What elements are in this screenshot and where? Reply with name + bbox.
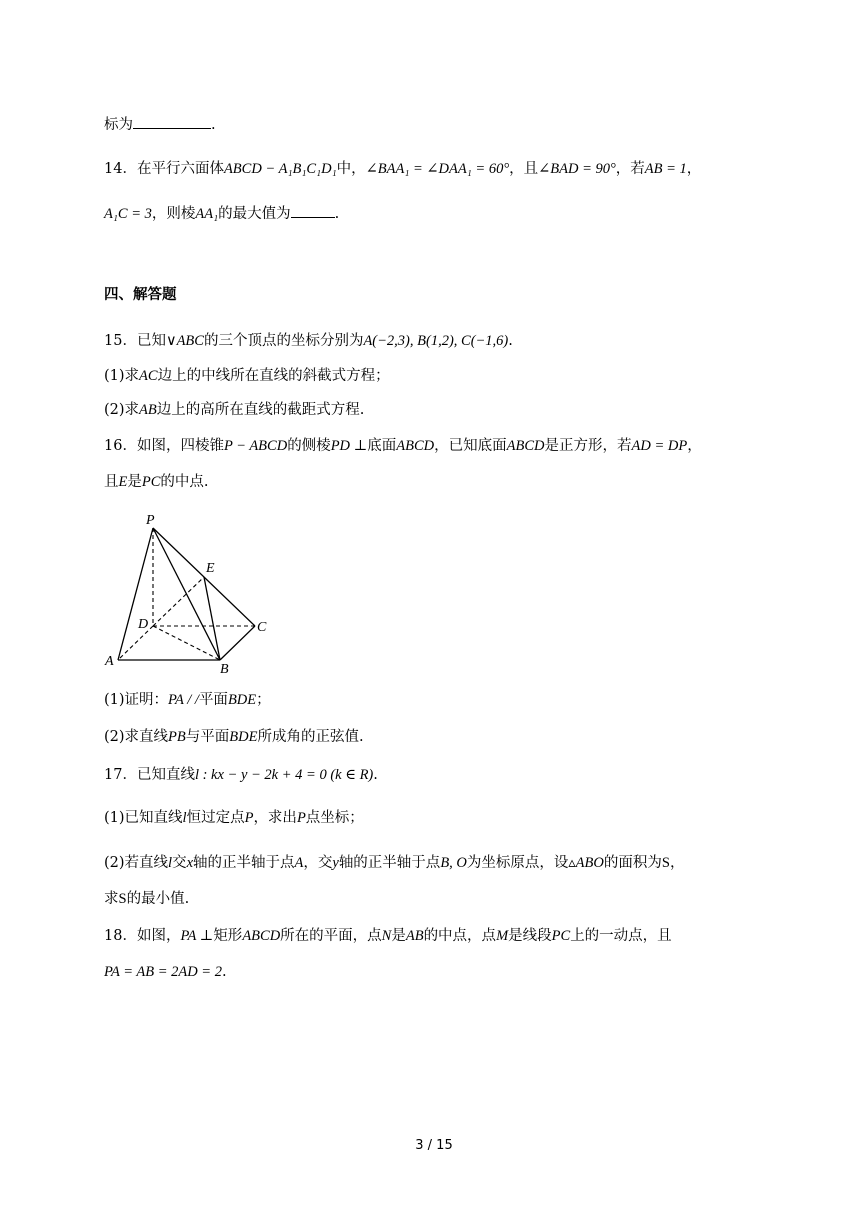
q17-part-2-line-2	[104, 889, 808, 909]
q17-text: 已知直线	[136, 767, 195, 783]
math-expr: PC	[551, 928, 571, 944]
answer-blank	[291, 203, 335, 218]
q14-text: ，则棱	[151, 206, 196, 222]
edge-pa	[118, 528, 153, 660]
math-expr: PD ⊥	[330, 438, 368, 454]
math-expr: E	[118, 474, 128, 490]
q16-text: 与平面	[185, 729, 230, 745]
answer-blank	[133, 114, 211, 129]
q16-text: ；	[256, 692, 271, 708]
q16-text: 如图，四棱锥	[136, 438, 224, 454]
q17-text: 交	[172, 855, 187, 871]
math-expr: ABCD	[242, 928, 281, 944]
q17-part-2	[104, 853, 808, 873]
math-expr: P	[244, 810, 254, 826]
q16-text: 底面	[367, 438, 397, 454]
q15-line-1	[104, 331, 808, 351]
question-number: 16．	[104, 438, 137, 454]
math-expr: l : kx − y − 2k + 4 = 0 (k ∈ R)	[194, 767, 374, 783]
q15-text: .	[508, 333, 513, 349]
math-expr: A	[294, 855, 304, 871]
question-number: 15．	[104, 333, 137, 349]
q16-text: 所成角的正弦值.	[257, 729, 364, 745]
q18-line-2	[104, 962, 808, 982]
math-expr: PB	[168, 729, 186, 745]
math-expr: M	[496, 928, 509, 944]
math-expr: A(−2,3), B(1,2), C(−1,6)	[363, 333, 509, 349]
q14-text: 中，	[336, 161, 366, 177]
math-expr: P − ABCD	[223, 438, 288, 454]
label-c: C	[257, 620, 267, 635]
math-expr: ∠BAA₁ = ∠DAA₁ = 60°	[365, 161, 510, 177]
q17-text: (1)已知直线	[104, 810, 183, 826]
math-expr: l	[168, 855, 173, 871]
q18-text: 所在的平面，点	[280, 928, 382, 944]
q17-text: .	[373, 767, 378, 783]
q14-text: 的最大值为	[218, 206, 291, 222]
q15-part-1	[104, 366, 808, 386]
q14-text: ，若	[615, 161, 645, 177]
q17-text: 为坐标原点，设	[466, 855, 569, 871]
math-expr: AB	[139, 402, 157, 418]
q15-text: (2)求	[104, 402, 140, 418]
math-expr: N	[381, 928, 392, 944]
page-number: 3 / 15	[415, 1138, 453, 1153]
math-expr: PC	[141, 474, 161, 490]
q17-text: 恒过定点	[186, 810, 245, 826]
math-expr: AC	[139, 368, 158, 384]
math-expr: AD = DP	[631, 438, 688, 454]
math-expr: AB = 1	[644, 161, 687, 177]
q13-tail-end: .	[211, 117, 216, 133]
math-expr: ABCD	[506, 438, 545, 454]
q17-text: ，交	[303, 855, 333, 871]
math-expr: B, O	[440, 855, 467, 871]
math-expr: P	[296, 810, 306, 826]
q15-part-2	[104, 400, 808, 420]
edge-db-hidden	[153, 626, 220, 660]
math-expr: ABCD − A₁B₁C₁D₁	[223, 161, 337, 177]
q16-text: ，已知底面	[434, 438, 507, 454]
math-expr: ∨ABC	[165, 333, 204, 349]
math-expr: PA = AB = 2AD = 2	[104, 964, 222, 980]
math-expr: l	[182, 810, 187, 826]
label-e: E	[206, 561, 215, 576]
question-number: 14．	[104, 161, 137, 177]
q15-text: 已知	[136, 333, 166, 349]
edge-bc	[220, 626, 255, 660]
q15-text: (1)求	[104, 368, 140, 384]
math-expr: ABCD	[396, 438, 435, 454]
q14-text: .	[334, 206, 340, 222]
q17-text: 轴的正半轴于点	[193, 855, 295, 871]
q16-text: ，	[687, 438, 702, 454]
edge-de-hidden	[153, 577, 204, 626]
math-expr: y	[332, 855, 339, 871]
q16-text: 平面	[198, 692, 228, 708]
q16-text: (1)证明：	[104, 692, 169, 708]
q17-text: ，	[669, 855, 685, 871]
q17-text: 的最小值.	[126, 891, 190, 907]
q18-text: 的中点，点	[423, 928, 497, 944]
q17-text: 轴的正半轴于点	[338, 855, 441, 871]
q18-text: 如图，	[136, 928, 181, 944]
pyramid-figure	[100, 512, 280, 678]
edge-pb	[153, 528, 220, 660]
label-d: D	[138, 617, 149, 632]
label-b: B	[220, 662, 229, 677]
q16-text: 是正方形，若	[544, 438, 632, 454]
section-heading: 四、解答题	[104, 287, 177, 303]
q14-text: 在平行六面体	[136, 161, 224, 177]
q17-part-1	[104, 808, 808, 828]
q18-text: 是线段	[508, 928, 552, 944]
math-expr: BDE	[229, 729, 258, 745]
q16-text: (2)求直线	[104, 729, 169, 745]
question-number: 17．	[104, 767, 137, 783]
q18-line-1	[104, 926, 808, 946]
math-expr: AA₁	[195, 206, 219, 222]
q17-text: 点坐标；	[305, 810, 364, 826]
math-expr: ▵ABO	[568, 855, 604, 871]
q14-text: ，且	[509, 161, 539, 177]
q18-text: 是	[391, 928, 406, 944]
q16-text: 且	[104, 474, 119, 490]
question-number: 18．	[104, 928, 137, 944]
q17-text: (2)若直线	[104, 855, 169, 871]
math-expr: x	[186, 855, 194, 871]
q17-text: 的面积为	[603, 855, 662, 871]
math-expr: AB	[405, 928, 424, 944]
q14-line-1	[104, 159, 808, 179]
q18-text: 矩形	[213, 928, 243, 944]
q17-line-1	[104, 765, 808, 785]
math-expr: A₁C = 3	[104, 206, 152, 222]
q16-text: 是	[127, 474, 142, 490]
q14-line-2	[104, 203, 808, 224]
q16-text: 的中点.	[160, 474, 209, 490]
q16-line-2	[104, 472, 808, 492]
math-expr: BDE	[227, 692, 257, 708]
q17-text: ，求出	[253, 810, 297, 826]
q16-part-1	[104, 690, 808, 710]
math-expr: PA / /	[168, 692, 199, 708]
q16-line-1	[104, 436, 808, 456]
q16-text: 的侧棱	[287, 438, 331, 454]
math-expr: PA ⊥	[180, 928, 214, 944]
math-expr: S	[661, 855, 670, 871]
q18-text: .	[221, 964, 227, 980]
q14-text: ，	[686, 161, 702, 177]
label-a: A	[105, 654, 114, 669]
q15-text: 边上的中线所在直线的斜截式方程；	[157, 368, 390, 384]
q15-text: 的三个顶点的坐标分别为	[203, 333, 364, 349]
label-p: P	[146, 513, 155, 528]
q13-tail-line	[104, 114, 808, 135]
math-expr: ∠BAD = 90°	[538, 161, 616, 177]
q17-text: 求	[104, 891, 119, 907]
q15-text: 边上的高所在直线的截距式方程.	[156, 402, 365, 418]
q13-tail-text: 标为	[104, 117, 133, 133]
q18-text: 上的一动点，且	[570, 928, 672, 944]
math-expr: S	[118, 891, 127, 907]
q16-part-2	[104, 727, 808, 747]
